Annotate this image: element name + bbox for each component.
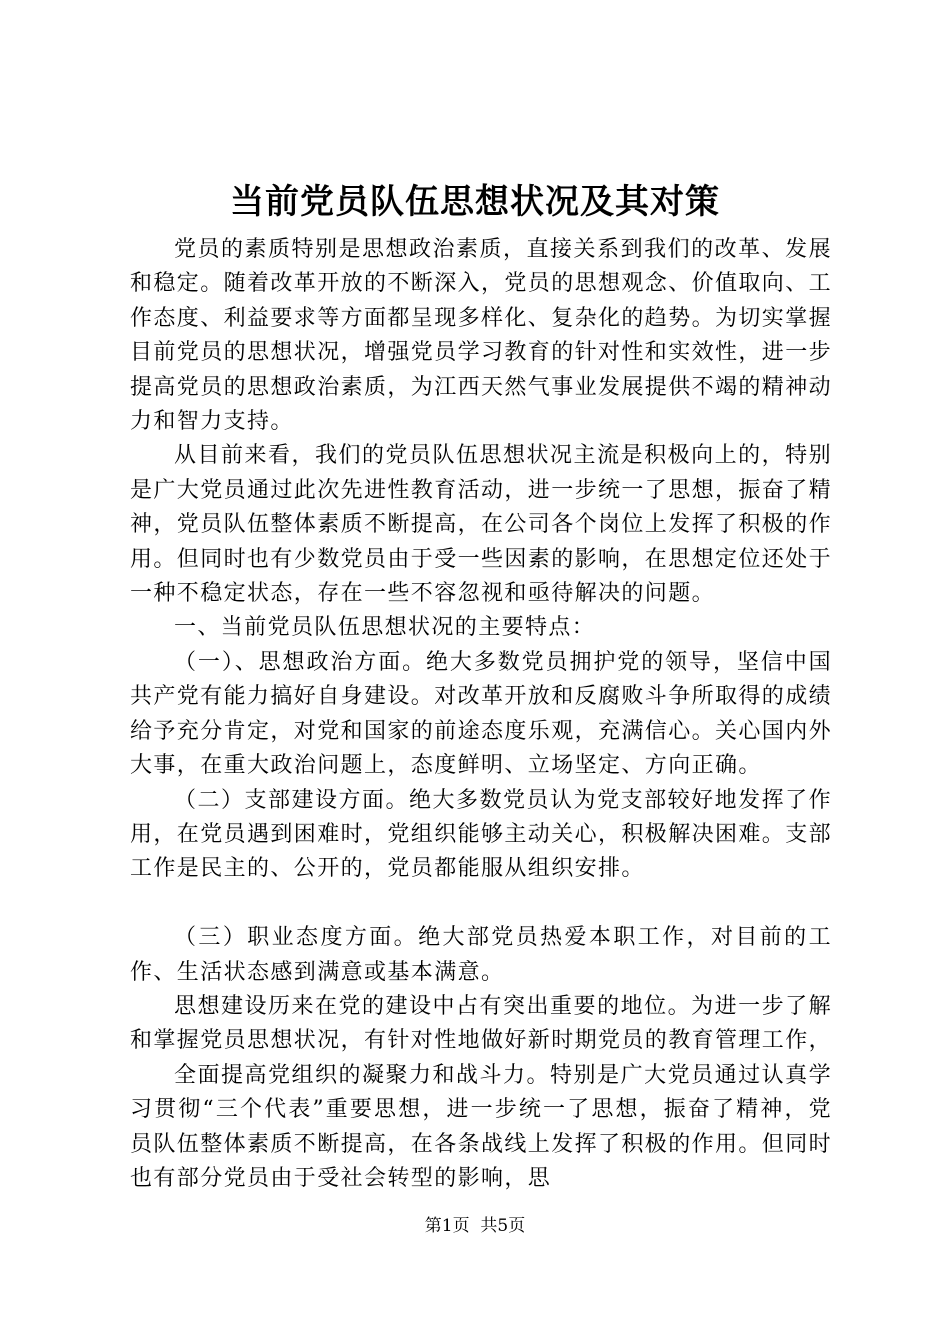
page-footer — [0, 1214, 950, 1238]
paragraph-current-status: 从目前来看，我们的党员队伍思想状况主流是积极向上的，特别是广大党员通过此次先进性教育活动，进一步统一了思想，振奋了精神，党员队伍整体素质不断提高，在公司各个岗位上发挥了积极的作用。但同时也有少数党员由于受一些因素的影响，在思想定位还处于一种不稳定状态，存在一些不容忽视和亟待解决的问题。 — [130, 443, 833, 607]
paragraph-ideological-building: 思想建设历来在党的建设中占有突出重要的地位。为进一步了解和掌握党员思想状况，有针对性地做好新时期党员的教育管理工作， — [130, 993, 833, 1054]
document-body — [130, 233, 832, 1196]
page-total: 共5页 — [480, 1216, 526, 1236]
paragraph-intro: 党员的素质特别是思想政治素质，直接关系到我们的改革、发展和稳定。随着改革开放的不断深入，党员的思想观念、价值取向、工作态度、利益要求等方面都呈现多样化、复杂化的趋势。为切实掌握目前党员的思想状况，增强党员学习教育的针对性和实效性，进一步提高党员的思想政治素质，为江西天然气事业发展提供不竭的精神动力和智力支持。 — [130, 237, 833, 435]
paragraph-cohesion: 全面提高党组织的凝聚力和战斗力。特别是广大党员通过认真学习贯彻“三个代表”重要思想，进一步统一了思想，振奋了精神，党员队伍整体素质不断提高，在各条战线上发挥了积极的作用。但同时也有部分党员由于受社会转型的影响，思 — [130, 1062, 833, 1191]
document-title: 当前党员队伍思想状况及其对策 — [230, 182, 720, 222]
paragraph-work-attitude: （三）职业态度方面。绝大部党员热爱本职工作，对目前的工作、生活状态感到满意或基本满意。 — [130, 925, 832, 985]
paragraph-branch-building: （二）支部建设方面。绝大多数党员认为党支部较好地发挥了作用，在党员遇到困难时，党组织能够主动关心，积极解决困难。支部工作是民主的、公开的，党员都能服从组织安排。 — [130, 787, 833, 882]
section-heading-features: 一、当前党员队伍思想状况的主要特点： — [174, 615, 596, 641]
page-number: 第1页 — [424, 1216, 470, 1236]
paragraph-political: （一）、思想政治方面。绝大多数党员拥护党的领导，坚信中国共产党有能力搞好自身建设。对改革开放和反腐败斗争所取得的成绩给予充分肯定，对党和国家的前途态度乐观，充满信心。关心国内外大事，在重大政治问题上，态度鲜明、立场坚定、方向正确。 — [130, 649, 833, 779]
